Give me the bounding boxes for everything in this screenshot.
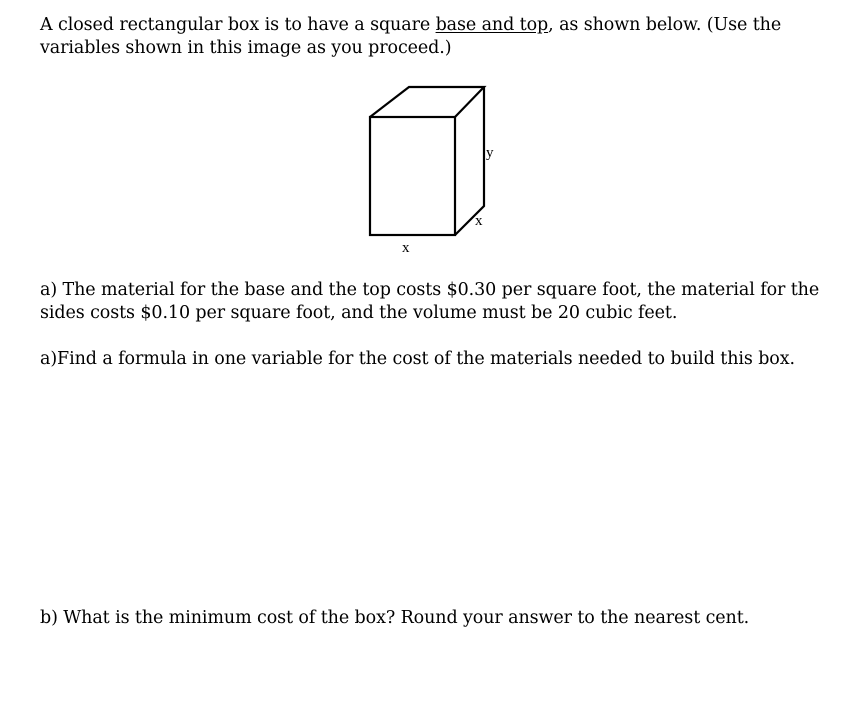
box-front-face (370, 117, 455, 235)
part-a-question: a)Find a formula in one variable for the cost of the materials needed to build this box. (40, 349, 795, 369)
intro-paragraph (40, 14, 820, 60)
intro-text-before: A closed rectangular box is to have a square (40, 15, 436, 35)
label-x-width: x (402, 240, 410, 256)
part-a-statement: a) The material for the base and the top costs $0.30 per square foot, the material for the sides costs $0.10 per square foot, and the volume must be 20 cubic feet. (40, 280, 820, 323)
intro-underlined-text: base and top (435, 15, 549, 35)
intro-text-after: , as shown below. (Use the variables shown in this image as you proceed.) (40, 15, 782, 58)
label-x-depth: x (475, 213, 483, 229)
box-diagram (355, 80, 515, 260)
part-b-question: b) What is the minimum cost of the box? Round your answer to the nearest cent. (40, 608, 750, 628)
label-y: y (486, 145, 494, 161)
box-top-face (370, 87, 484, 117)
